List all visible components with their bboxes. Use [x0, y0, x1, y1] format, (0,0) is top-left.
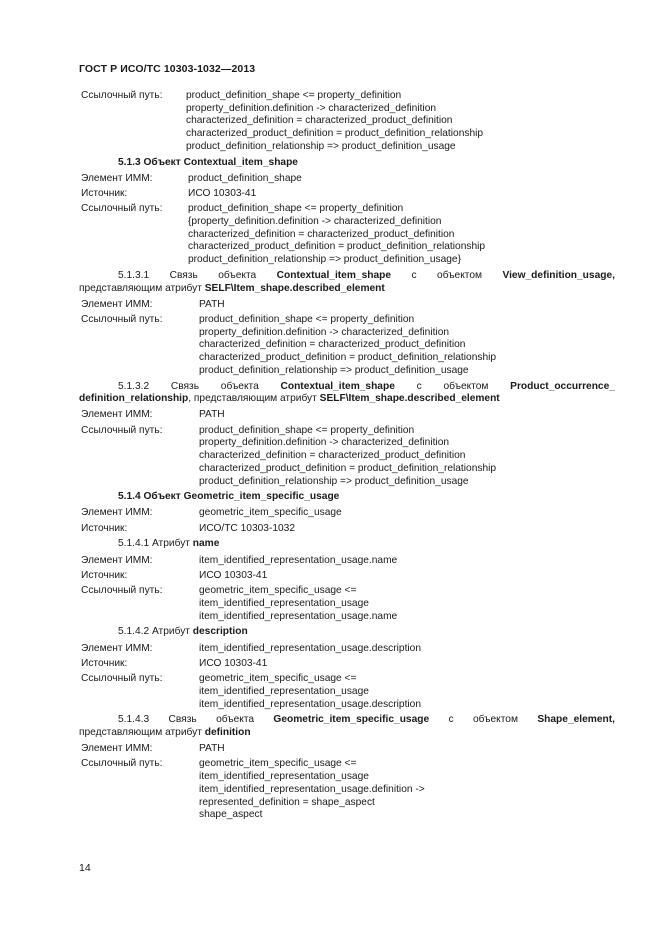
entity-name: Product_occurrence_ [510, 380, 615, 392]
reference-path-value [199, 758, 615, 822]
source-value: ИСО 10303-41 [188, 188, 257, 200]
section-entity-name: Geometric_item_specific_usage [183, 491, 340, 503]
attribute-name: name [192, 538, 220, 550]
reference-path-row [79, 90, 615, 154]
attribute-name: description [192, 626, 248, 638]
element-value: geometric_item_specific_usage [199, 507, 342, 519]
path-line: item_identified_representation_usage.definition -> [199, 783, 425, 795]
path-line: geometric_item_specific_usage <= [199, 758, 357, 770]
reference-path-value [186, 90, 615, 154]
word: 5.1.3.1 [118, 269, 150, 281]
source-label: Источник: [81, 188, 128, 200]
entity-name-continuation: definition_relationship [79, 393, 189, 405]
reference-path-label: Ссылочный путь: [81, 758, 163, 770]
attribute-name: SELF\Item_shape.described_element [319, 393, 500, 405]
source-value: ИСО 10303-41 [199, 569, 268, 581]
source-value: ИСО/ТС 10303-1032 [199, 522, 296, 534]
reference-path-value [199, 314, 615, 378]
reference-path-value [199, 425, 615, 489]
attribute-name: definition [204, 726, 251, 738]
element-row [79, 643, 615, 656]
word: Связь [168, 714, 197, 726]
element-value: product_definition_shape [188, 172, 302, 184]
source-label: Источник: [81, 657, 128, 669]
paragraph-text: представляющим атрибут [79, 282, 202, 294]
word: объектом [472, 714, 518, 726]
reference-path-label: Ссылочный путь: [81, 203, 163, 215]
word: объектом [437, 269, 483, 281]
reference-path-value [188, 203, 615, 267]
entity-name: Contextual_item_shape [276, 269, 392, 281]
word: Связь [170, 380, 200, 392]
element-label: Элемент ИММ: [81, 554, 153, 566]
section-paragraph-5-1-3-2 [79, 381, 615, 406]
path-line: property_definition.definition -> characterized_definition [199, 437, 450, 449]
path-line: product_definition_shape <= property_definition [188, 203, 404, 215]
section-entity-name: Contextual_item_shape [183, 156, 298, 168]
element-label: Элемент ИММ: [81, 409, 153, 421]
element-row [79, 299, 615, 312]
attribute-name: SELF\Item_shape.described_element [204, 282, 385, 294]
path-line: item_identified_representation_usage [199, 685, 369, 697]
section-heading-5-1-3 [79, 157, 615, 170]
path-line: characterized_product_definition = product_definition_relationship [188, 241, 486, 253]
reference-path-value [199, 585, 615, 623]
paragraph-second-line [79, 393, 615, 406]
path-line: product_definition_relationship => product_definition_usage [199, 475, 469, 487]
element-row [79, 409, 615, 422]
entity-name: Geometric_item_specific_usage [273, 714, 430, 726]
path-line: geometric_item_specific_usage <= [199, 673, 357, 685]
reference-path-label: Ссылочный путь: [81, 314, 163, 326]
page-content [79, 90, 615, 825]
paragraph-second-line [79, 283, 615, 296]
path-line: represented_definition = shape_aspect [199, 796, 375, 808]
element-value: item_identified_representation_usage.description [199, 642, 422, 654]
source-label: Источник: [81, 569, 128, 581]
path-line: property_definition.definition -> characterized_definition [199, 326, 450, 338]
element-value: PATH [199, 409, 225, 421]
word: с [416, 380, 422, 392]
section-number: 5.1.4 Объект [118, 491, 181, 503]
path-line: shape_aspect [199, 809, 263, 821]
element-row [79, 743, 615, 756]
word: объекта [220, 380, 259, 392]
word: Связь [169, 269, 198, 281]
paragraph-second-line [79, 727, 615, 740]
path-line: characterized_definition = characterized_product_definition [186, 115, 453, 127]
reference-path-row [79, 585, 615, 623]
element-row [79, 555, 615, 568]
section-number: 5.1.3 Объект [118, 156, 181, 168]
path-line: characterized_product_definition = product_definition_relationship [199, 352, 497, 364]
word: объектом [443, 380, 489, 392]
path-line: geometric_item_specific_usage <= [199, 585, 357, 597]
section-number: 5.1.4.1 Атрибут [118, 538, 190, 550]
path-line: characterized_definition = characterized_product_definition [199, 339, 466, 351]
path-line: characterized_definition = characterized_product_definition [199, 450, 466, 462]
element-row [79, 173, 615, 186]
element-label: Элемент ИММ: [81, 642, 153, 654]
path-line: characterized_definition = characterized_product_definition [188, 228, 455, 240]
word: объекта [216, 714, 255, 726]
paragraph-first-line [79, 381, 615, 394]
reference-path-row [79, 673, 615, 711]
path-line: product_definition_shape <= property_definition [199, 424, 415, 436]
path-line: item_identified_representation_usage [199, 597, 369, 609]
page-header: ГОСТ Р ИСО/ТС 10303-1032—2013 [79, 63, 256, 75]
path-line: product_definition_relationship => product_definition_usage} [188, 254, 462, 266]
word: с [411, 269, 417, 281]
section-paragraph-5-1-4-3 [79, 714, 615, 739]
paragraph-first-line [79, 270, 615, 283]
source-row [79, 523, 615, 536]
element-row [79, 507, 615, 520]
path-line: item_identified_representation_usage.description [199, 698, 422, 710]
path-line: property_definition.definition -> characterized_definition [186, 102, 437, 114]
path-line: characterized_product_definition = product_definition_relationship [199, 462, 497, 474]
word: объекта [218, 269, 257, 281]
path-line: {property_definition.definition -> characterized_definition [188, 216, 442, 228]
source-value: ИСО 10303-41 [199, 657, 268, 669]
word: с [448, 714, 454, 726]
path-line: item_identified_representation_usage [199, 771, 369, 783]
source-row [79, 658, 615, 671]
element-value: PATH [199, 743, 225, 755]
entity-name: Shape_element, [537, 714, 615, 726]
section-heading-5-1-4-1 [79, 538, 615, 551]
reference-path-row [79, 758, 615, 822]
source-row [79, 570, 615, 583]
entity-name: Contextual_item_shape [280, 380, 395, 392]
reference-path-value [199, 673, 615, 711]
path-line: product_definition_shape <= property_definition [199, 314, 415, 326]
element-value: PATH [199, 298, 225, 310]
reference-path-row [79, 203, 615, 267]
reference-path-label: Ссылочный путь: [81, 585, 163, 597]
section-number: 5.1.4.2 Атрибут [118, 626, 190, 638]
reference-path-row [79, 425, 615, 489]
paragraph-text: , представляющим атрибут [188, 393, 317, 405]
paragraph-text: представляющим атрибут [79, 726, 202, 738]
path-line: product_definition_shape <= property_definition [186, 90, 402, 101]
element-label: Элемент ИММ: [81, 298, 153, 310]
element-value: item_identified_representation_usage.name [199, 554, 398, 566]
reference-path-label: Ссылочный путь: [81, 673, 163, 685]
source-row [79, 188, 615, 201]
word: 5.1.4.3 [118, 714, 150, 726]
path-line: characterized_product_definition = product_definition_relationship [186, 128, 484, 140]
section-heading-5-1-4-2 [79, 626, 615, 639]
paragraph-first-line [79, 714, 615, 727]
path-line: product_definition_relationship => product_definition_usage [199, 364, 469, 376]
path-line: product_definition_relationship => product_definition_usage [186, 140, 456, 152]
source-label: Источник: [81, 522, 128, 534]
path-line: item_identified_representation_usage.name [199, 610, 398, 622]
entity-name: View_definition_usage, [502, 269, 615, 281]
element-label: Элемент ИММ: [81, 507, 153, 519]
section-heading-5-1-4 [79, 491, 615, 504]
reference-path-row [79, 314, 615, 378]
page-number: 14 [79, 862, 91, 874]
reference-path-label: Ссылочный путь: [81, 90, 163, 101]
section-paragraph-5-1-3-1 [79, 270, 615, 295]
word: 5.1.3.2 [118, 380, 150, 392]
element-label: Элемент ИММ: [81, 172, 153, 184]
element-label: Элемент ИММ: [81, 743, 153, 755]
reference-path-label: Ссылочный путь: [81, 424, 163, 436]
